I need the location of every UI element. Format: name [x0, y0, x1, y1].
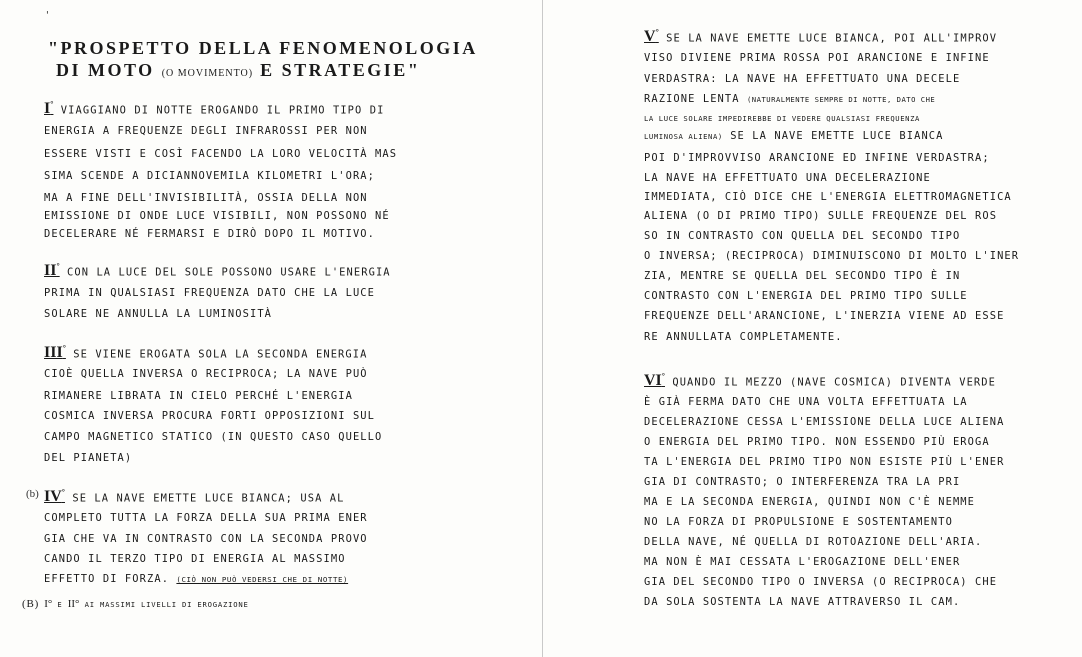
- section-line: V° SE LA NAVE EMETTE LUCE BIANCA, POI ALL'IMPROV: [644, 28, 998, 46]
- section-line: GIA DEL SECONDO TIPO O INVERSA (O RECIPROCA) CHE: [644, 576, 998, 588]
- section-line: TA L'ENERGIA DEL PRIMO TIPO NON ESISTE PIÙ L'ENER: [644, 456, 1005, 468]
- section-line: CONTRASTO CON L'ENERGIA DEL PRIMO TIPO SULLE: [644, 290, 968, 302]
- section-line: VISO DIVIENE PRIMA ROSSA POI ARANCIONE E INFINE: [644, 52, 990, 64]
- section-line: ALIENA (O DI PRIMO TIPO) SULLE FREQUENZE DEL ROS: [644, 210, 998, 222]
- footnote: (B) I° E II° AI MASSIMI LIVELLI DI EROGAZIONE: [22, 598, 249, 610]
- section-line: EFFETTO DI FORZA. (CIÒ NON PUÒ VEDERSI CHE DI NOTTE): [44, 573, 349, 585]
- section-line: GIA DI CONTRASTO; O INTERFERENZA TRA LA PRI: [644, 476, 961, 488]
- section-line: VI° QUANDO IL MEZZO (NAVE COSMICA) DIVENTA VERDE: [644, 372, 996, 390]
- right-page: [544, 0, 1082, 657]
- section-line: RAZIONE LENTA (NATURALMENTE SEMPRE DI NOTTE, DATO CHE: [644, 93, 936, 105]
- section-line: GIA CHE VA IN CONTRASTO CON LA SECONDA PROVO: [44, 533, 368, 545]
- section-line: I° VIAGGIANO DI NOTTE EROGANDO IL PRIMO TIPO DI: [44, 100, 385, 118]
- margin-mark: (b): [26, 488, 39, 500]
- section-line: CIOÈ QUELLA INVERSA O RECIPROCA; LA NAVE PUÒ: [44, 368, 368, 380]
- section-line: RE ANNULLATA COMPLETAMENTE.: [644, 331, 843, 343]
- section-numeral: IV°: [44, 488, 65, 506]
- section-line: È GIÀ FERMA DATO CHE UNA VOLTA EFFETTUATA LA: [644, 396, 968, 408]
- section-line: DELLA NAVE, NÉ QUELLA DI ROTOAZIONE DELL'ARIA.: [644, 536, 983, 548]
- section-numeral: II°: [44, 262, 60, 280]
- section-line: POI D'IMPROVVISO ARANCIONE ED INFINE VERDASTRA;: [644, 152, 990, 164]
- section-numeral: VI°: [644, 372, 665, 390]
- section-line: COSMICA INVERSA PROCURA FORTI OPPOSIZIONI SUL: [44, 410, 376, 422]
- section-line: LUMINOSA ALIENA) SE LA NAVE EMETTE LUCE BIANCA: [644, 130, 944, 142]
- section-line: IV° SE LA NAVE EMETTE LUCE BIANCA; USA AL: [44, 488, 345, 506]
- section-line: DEL PIANETA): [44, 452, 133, 464]
- title-line-2: DI MOTO (O MOVIMENTO) E STRATEGIE": [56, 60, 421, 80]
- section-line: III° SE VIENE EROGATA SOLA LA SECONDA ENERGIA: [44, 344, 368, 362]
- section-numeral: V°: [644, 28, 659, 46]
- section-numeral: III°: [44, 344, 66, 362]
- section-line: ENERGIA A FREQUENZE DEGLI INFRAROSSI PER NON: [44, 125, 368, 137]
- section-line: COMPLETO TUTTA LA FORZA DELLA SUA PRIMA ENER: [44, 512, 368, 524]
- section-line: DA SOLA SOSTENTA LA NAVE ATTRAVERSO IL CAM.: [644, 596, 961, 608]
- section-line: DECELERAZIONE CESSA L'EMISSIONE DELLA LUCE ALIENA: [644, 416, 1005, 428]
- section-line: NO LA FORZA DI PROPULSIONE E SOSTENTAMENTO: [644, 516, 953, 528]
- section-line: VERDASTRA: LA NAVE HA EFFETTUATO UNA DECELE: [644, 73, 961, 85]
- section-line: MA NON È MAI CESSATA L'EROGAZIONE DELL'ENER: [644, 556, 961, 568]
- section-line-small: LA LUCE SOLARE IMPEDIREBBE DI VEDERE QUALSIASI FREQUENZA: [644, 114, 920, 123]
- section-line: SOLARE NE ANNULLA LA LUMINOSITÀ: [44, 308, 273, 320]
- section-line: RIMANERE LIBRATA IN CIELO PERCHÉ L'ENERGIA: [44, 390, 353, 402]
- section-line: EMISSIONE DI ONDE LUCE VISIBILI, NON POSSONO NÉ: [44, 210, 390, 222]
- section-line: SO IN CONTRASTO CON QUELLA DEL SECONDO TIPO: [644, 230, 961, 242]
- section-numeral: I°: [44, 100, 54, 118]
- page-gutter: [542, 0, 543, 657]
- section-line: IMMEDIATA, CIÒ DICE CHE L'ENERGIA ELETTROMAGNETICA: [644, 191, 1012, 203]
- inline-note: (NATURALMENTE SEMPRE DI NOTTE, DATO CHE: [746, 95, 936, 104]
- section-line: O ENERGIA DEL PRIMO TIPO. NON ESSENDO PIÙ EROGA: [644, 436, 990, 448]
- section-line: LA NAVE HA EFFETTUATO UNA DECELERAZIONE: [644, 172, 931, 184]
- title-line-1: "PROSPETTO DELLA FENOMENOLOGIA: [48, 38, 478, 58]
- section-line: CAMPO MAGNETICO STATICO (IN QUESTO CASO QUELLO: [44, 431, 383, 443]
- section-line: ZIA, MENTRE SE QUELLA DEL SECONDO TIPO È IN: [644, 270, 961, 282]
- section-line: MA A FINE DELL'INVISIBILITÀ, OSSIA DELLA NON: [44, 192, 368, 204]
- section-line: CANDO IL TERZO TIPO DI ENERGIA AL MASSIMO: [44, 553, 346, 565]
- section-line: ESSERE VISTI E COSÌ FACENDO LA LORO VELOCITÀ MAS: [44, 148, 398, 160]
- corner-mark: ': [46, 10, 49, 21]
- section-line: MA E LA SECONDA ENERGIA, QUINDI NON C'È NEMME: [644, 496, 976, 508]
- section-line: SIMA SCENDE A DICIANNOVEMILA KILOMETRI L'ORA;: [44, 170, 376, 182]
- section-line: DECELERARE NÉ FERMARSI E DIRÒ DOPO IL MOTIVO.: [44, 228, 376, 240]
- section-line: II° CON LA LUCE DEL SOLE POSSONO USARE L'ENERGIA: [44, 262, 391, 280]
- section-line: PRIMA IN QUALSIASI FREQUENZA DATO CHE LA LUCE: [44, 287, 376, 299]
- section-line: FREQUENZE DELL'ARANCIONE, L'INERZIA VIENE AD ESSE: [644, 310, 1005, 322]
- section-line: O INVERSA; (RECIPROCA) DIMINUISCONO DI MOLTO L'INER: [644, 250, 1020, 262]
- parenthetical-note: (CIÒ NON PUÒ VEDERSI CHE DI NOTTE): [176, 575, 349, 584]
